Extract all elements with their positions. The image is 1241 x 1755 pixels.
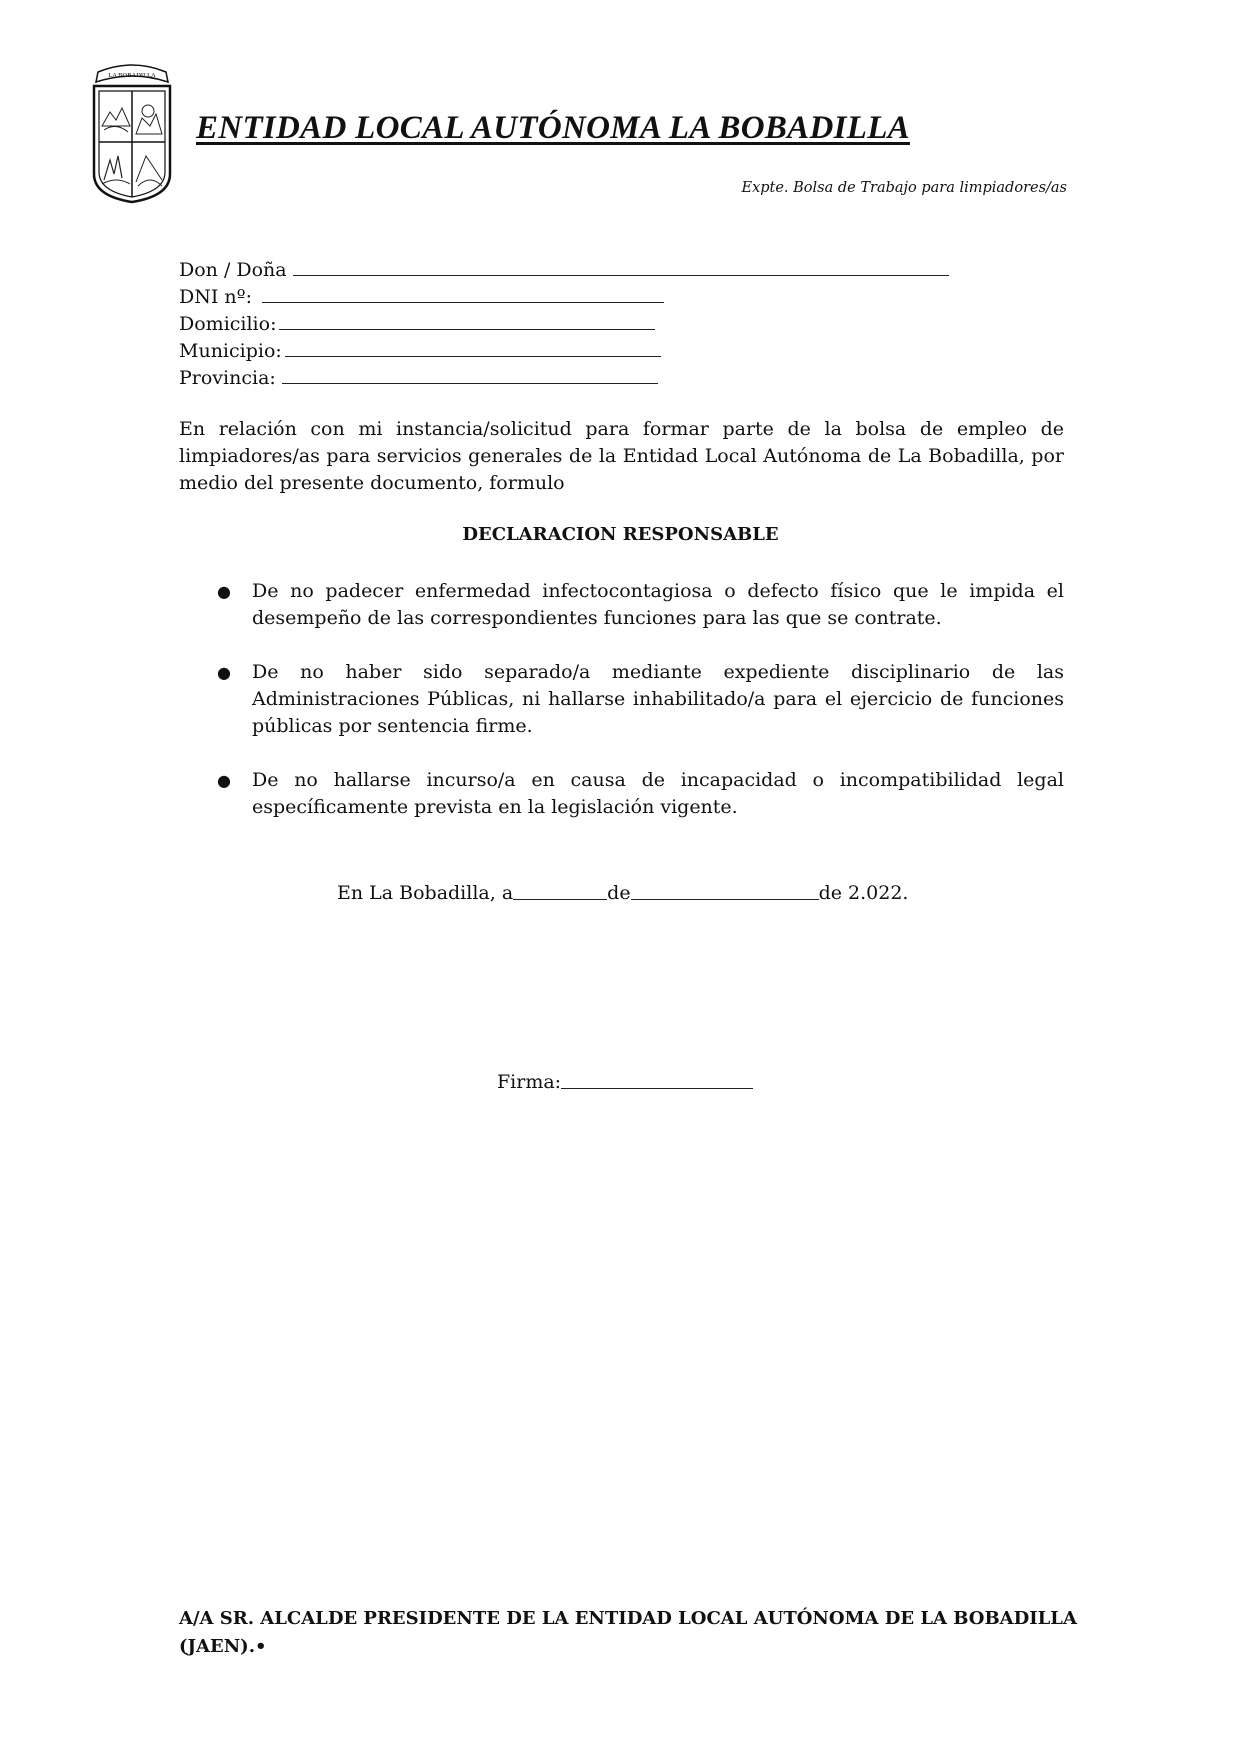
field-domicilio-label: Domicilio: bbox=[179, 313, 277, 335]
bullet-dot: ● bbox=[217, 582, 231, 601]
footer-addressee: A/A SR. ALCALDE PRESIDENTE DE LA ENTIDAD LOCAL AUTÓNOMA DE LA BOBADILLA (JAEN).• bbox=[179, 1608, 1077, 1657]
declaration-text: De no haber sido separado/a mediante expediente disciplinario de las Administraciones Públicas, ni hallarse inhabilitado/a para el ejercicio de funciones públicas por sentencia firme. bbox=[252, 661, 1064, 737]
field-municipio-line[interactable] bbox=[285, 356, 661, 357]
declaration-text: De no padecer enfermedad infectocontagiosa o defecto físico que le impida el desempeño de las correspondientes funciones para las que se contrate. bbox=[252, 580, 1064, 629]
day-blank[interactable] bbox=[513, 879, 607, 900]
date-middle: de bbox=[607, 882, 631, 904]
field-provincia-line[interactable] bbox=[282, 383, 658, 384]
bullet-dot: ● bbox=[217, 663, 231, 682]
signature-label: Firma: bbox=[497, 1071, 562, 1093]
field-dni-label: DNI nº: bbox=[179, 286, 252, 308]
intro-paragraph: En relación con mi instancia/solicitud para formar parte de la bolsa de empleo de limpiadores/as para servicios generales de la Entidad Local Autónoma de La Bobadilla, por medio del presente documento, formulo bbox=[179, 418, 1064, 494]
field-domicilio[interactable] bbox=[179, 308, 949, 335]
field-name-label: Don / Doña bbox=[179, 259, 287, 281]
declaration-list bbox=[179, 578, 1064, 821]
date-suffix: de 2.022. bbox=[818, 882, 909, 904]
declaration-item bbox=[179, 659, 1064, 740]
declaration-text: De no hallarse incurso/a en causa de incapacidad o incompatibilidad legal específicamente prevista en la legislación vigente. bbox=[252, 769, 1064, 818]
expediente-reference: Expte. Bolsa de Trabajo para limpiadores/as bbox=[741, 180, 1067, 196]
field-dni-line[interactable] bbox=[262, 302, 664, 303]
signature-blank[interactable] bbox=[561, 1068, 753, 1089]
declaration-item bbox=[179, 767, 1064, 821]
field-provincia[interactable] bbox=[179, 362, 949, 389]
field-provincia-label: Provincia: bbox=[179, 367, 276, 389]
crest-text: LA BOBADILLA bbox=[108, 72, 156, 79]
declaration-heading: DECLARACION RESPONSABLE bbox=[462, 524, 779, 545]
applicant-fields bbox=[179, 254, 949, 389]
date-prefix: En La Bobadilla, a bbox=[337, 882, 514, 904]
field-name-line[interactable] bbox=[293, 275, 949, 276]
declaration-item bbox=[179, 578, 1064, 632]
field-name[interactable] bbox=[179, 254, 949, 281]
bullet-dot: ● bbox=[217, 771, 231, 790]
field-dni[interactable] bbox=[179, 281, 949, 308]
field-municipio-label: Municipio: bbox=[179, 340, 282, 362]
date-line bbox=[337, 879, 908, 904]
signature-line bbox=[497, 1068, 753, 1093]
field-municipio[interactable] bbox=[179, 335, 949, 362]
month-blank[interactable] bbox=[631, 879, 819, 900]
organization-title: ENTIDAD LOCAL AUTÓNOMA LA BOBADILLA bbox=[196, 110, 910, 146]
municipal-crest-icon bbox=[90, 56, 174, 204]
field-domicilio-line[interactable] bbox=[279, 329, 655, 330]
